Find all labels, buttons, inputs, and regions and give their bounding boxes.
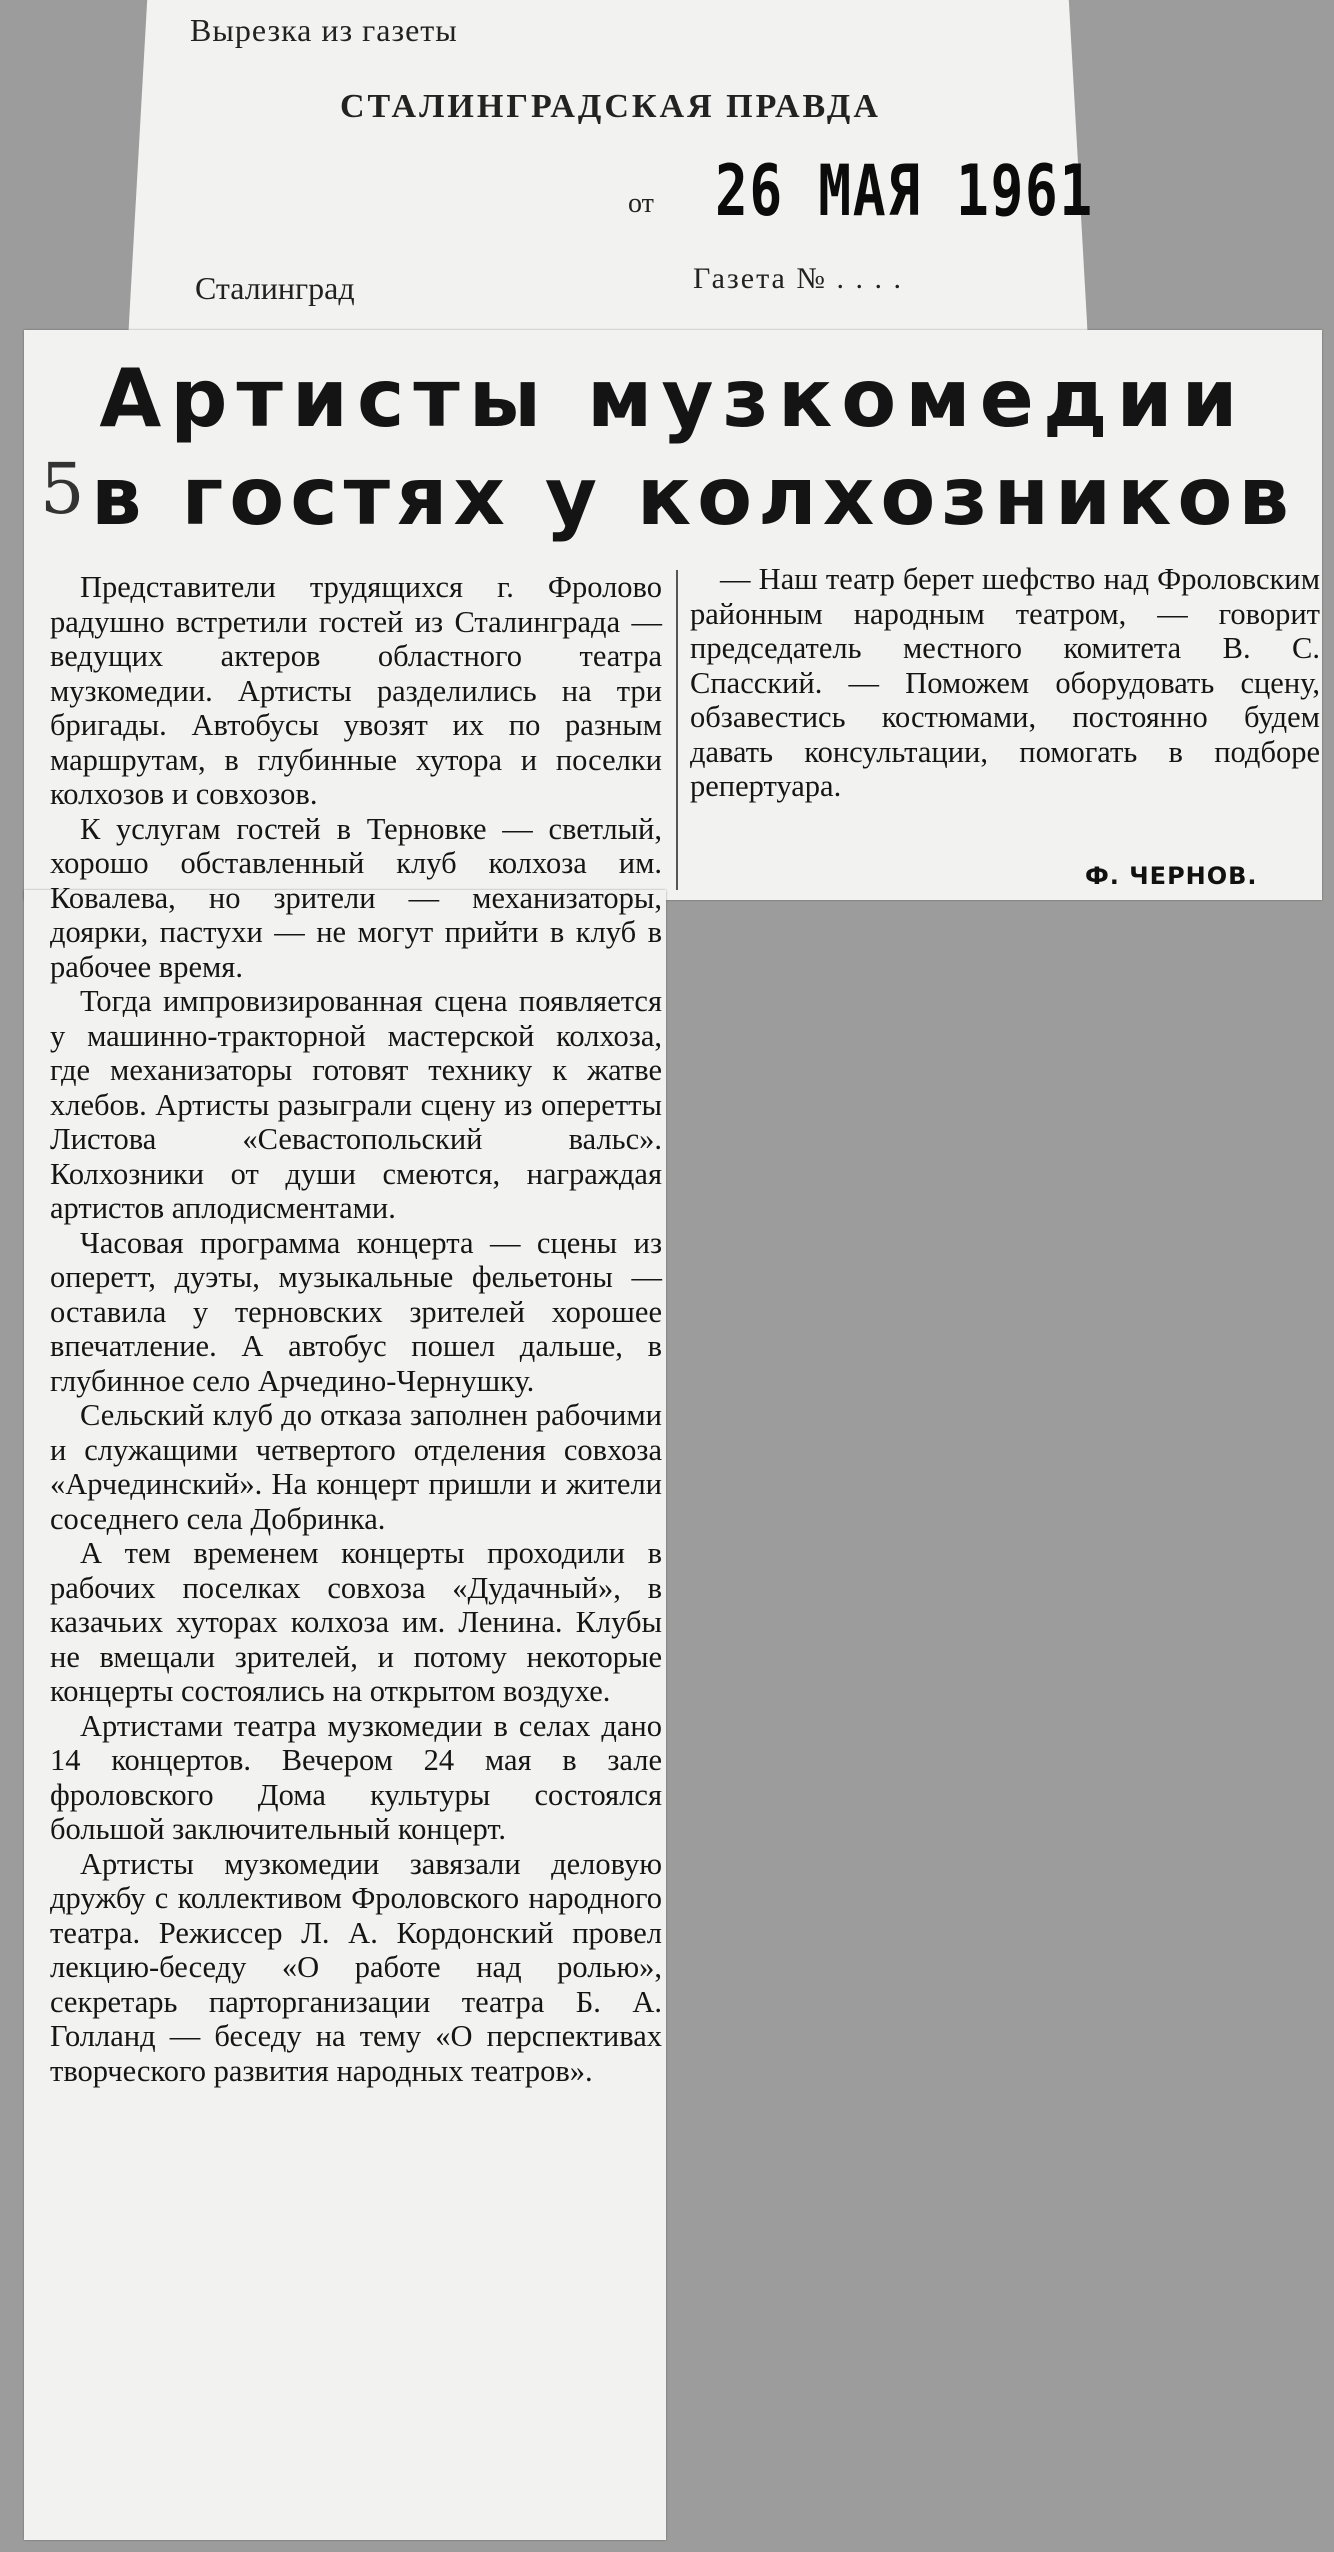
author-byline: Ф. ЧЕРНОВ. (1085, 862, 1258, 890)
article-column-1 (50, 570, 662, 2088)
newspaper-name: СТАЛИНГРАДСКАЯ ПРАВДА (340, 88, 881, 125)
paragraph: А тем временем концерты проходили в рабочих поселках совхоза «Дудачный», в казачьих хуторах колхоза им. Ленина. Клубы не вмещали зрителей, и потому некоторые концерты состоялись на открытом воздухе. (50, 1536, 662, 1708)
paragraph: Тогда импровизированная сцена появляется у машинно-тракторной мастерской колхоза, где механизаторы готовят технику к жатве хлебов. Артисты разыграли сцену из оперетты Листова «Севастопольский вальс». Колхозники от души смеются, награждая артистов аплодисментами. (50, 984, 662, 1225)
headline-line-2: в гостях у колхозников (91, 450, 1295, 543)
paragraph: Представители трудящихся г. Фролово радушно встретили гостей из Сталинграда — ведущих актеров областного театра музкомедии. Артисты разделились на три бригады. Автобусы увозят их по разным маршрутам, в глубинные хутора и поселки колхозов и совхозов. (50, 570, 662, 811)
paragraph: Артистами театра музкомедии в селах дано 14 концертов. Вечером 24 мая в зале фроловского Дома культуры состоялся большой заключительный концерт. (50, 1708, 662, 1846)
paragraph: Артисты музкомедии завязали деловую дружбу с коллективом Фроловского народного театра. Режиссер Л. А. Кордонский провел лекцию-беседу «О работе над ролью», секретарь парторганизации театра Б. А. Голланд — беседу на тему «О перспективах творческого развития народных театров». (50, 1846, 662, 2088)
column-divider (676, 570, 678, 890)
margin-handwritten-mark: 5 (40, 448, 85, 530)
date-stamp: 26 МАЯ 1961 (715, 150, 1094, 232)
headline-line-1: Артисты музкомедии (99, 352, 1247, 445)
article-headline (24, 350, 1322, 546)
paragraph: Сельский клуб до отказа заполнен рабочими и служащими четвертого отделения совхоза «Арчединский». На концерт пришли и жители соседнего села Добринка. (50, 1398, 662, 1536)
city-label: Сталинград (195, 270, 355, 306)
date-prefix: от (628, 188, 654, 219)
issue-number-label: Газета № . . . . (693, 262, 903, 295)
paragraph: — Наш театр берет шефство над Фроловским районным народным театром, — говорит председатель местного комитета В. С. Спасский. — Поможем оборудовать сцену, обзавестись костюмами, постоянно будем давать консультации, помогать в подборе репертуара. (690, 562, 1320, 803)
paragraph: К услугам гостей в Терновке — светлый, хорошо обставленный клуб колхоза им. Ковалева, но зрители — механизаторы, доярки, пастухи — не могут прийти в клуб в рабочее время. (50, 811, 662, 984)
article-column-2 (690, 562, 1320, 804)
paragraph: Часовая программа концерта — сцены из оперетт, дуэты, музыкальные фельетоны — оставила у терновских зрителей хорошее впечатление. А автобус пошел дальше, в глубинное село Арчедино-Чернушку. (50, 1225, 662, 1398)
clipping-label: Вырезка из газеты (190, 12, 458, 48)
